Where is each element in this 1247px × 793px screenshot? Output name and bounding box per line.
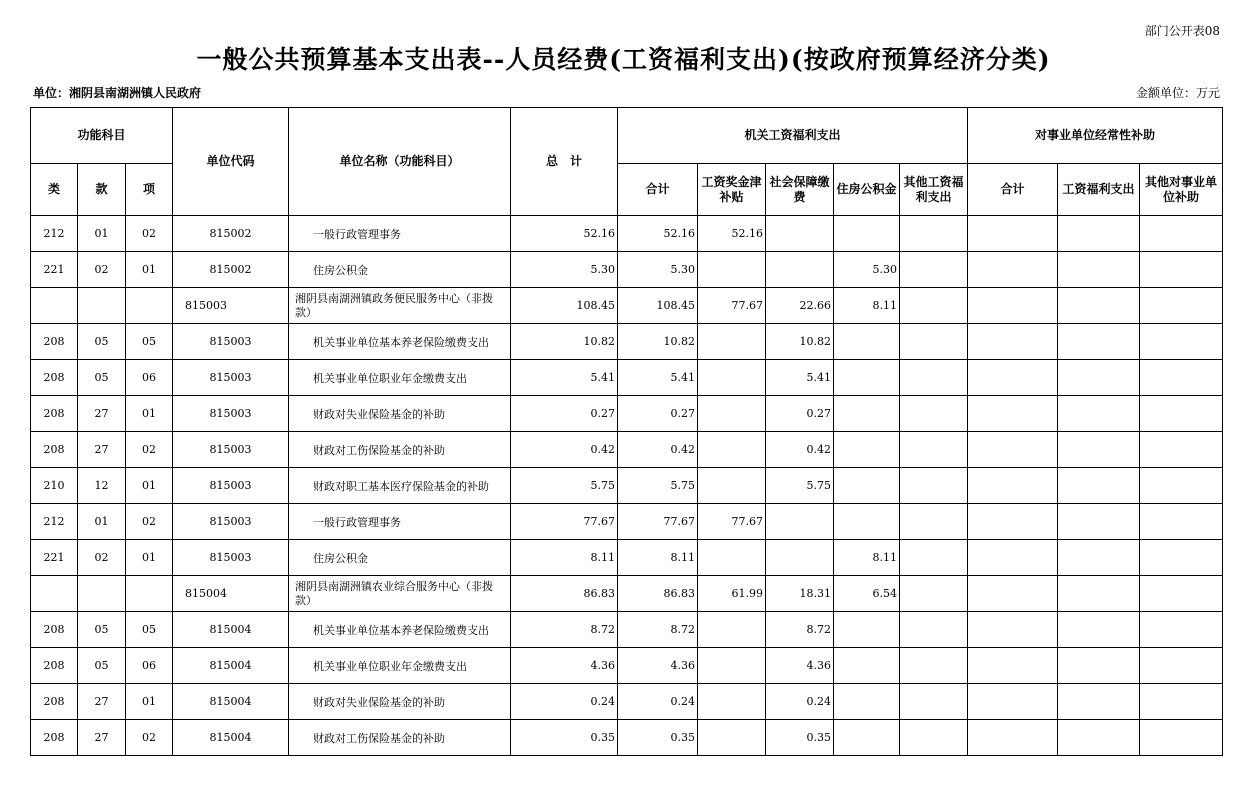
cell-wage <box>698 468 766 504</box>
cell-housing: 8.11 <box>834 540 900 576</box>
table-row <box>31 720 1223 756</box>
cell-total: 77.67 <box>511 504 618 540</box>
cell-shiye-sum <box>968 288 1058 324</box>
cell-xiang: 02 <box>126 504 173 540</box>
cell-shiye-other <box>1140 252 1223 288</box>
cell-lei: 208 <box>31 648 78 684</box>
cell-kuan: 05 <box>78 648 126 684</box>
cell-kuan: 01 <box>78 504 126 540</box>
amount-unit-label: 金额单位：万元 <box>1135 86 1220 100</box>
cell-unit-code: 815003 <box>173 360 289 396</box>
cell-total: 4.36 <box>511 648 618 684</box>
cell-xiang: 06 <box>126 648 173 684</box>
cell-social: 0.35 <box>766 720 834 756</box>
cell-social: 5.41 <box>766 360 834 396</box>
cell-shiye-other <box>1140 432 1223 468</box>
cell-kuan <box>78 576 126 612</box>
cell-jiguan-sum: 8.11 <box>618 540 698 576</box>
cell-lei: 208 <box>31 432 78 468</box>
cell-unit-name: 机关事业单位基本养老保险缴费支出 <box>289 324 511 360</box>
cell-wage <box>698 684 766 720</box>
cell-total: 52.16 <box>511 216 618 252</box>
cell-kuan: 27 <box>78 432 126 468</box>
cell-lei: 212 <box>31 216 78 252</box>
header-shiye-group: 对事业单位经常性补助 <box>968 108 1223 164</box>
cell-xiang: 01 <box>126 468 173 504</box>
cell-kuan: 05 <box>78 612 126 648</box>
cell-shiye-other <box>1140 288 1223 324</box>
cell-wage <box>698 720 766 756</box>
cell-total: 86.83 <box>511 576 618 612</box>
header-shiye-other: 其他对事业单位补助 <box>1140 164 1223 216</box>
cell-social: 4.36 <box>766 648 834 684</box>
header-other-wage: 其他工资福利支出 <box>900 164 968 216</box>
table-row <box>31 612 1223 648</box>
cell-other-wage <box>900 252 968 288</box>
cell-shiye-wage <box>1058 216 1140 252</box>
cell-shiye-wage <box>1058 648 1140 684</box>
cell-unit-code: 815003 <box>173 288 289 324</box>
cell-kuan: 01 <box>78 216 126 252</box>
cell-xiang: 06 <box>126 360 173 396</box>
cell-unit-code: 815004 <box>173 720 289 756</box>
table-row <box>31 360 1223 396</box>
header-kuan: 款 <box>78 164 126 216</box>
cell-xiang: 02 <box>126 216 173 252</box>
cell-lei: 208 <box>31 396 78 432</box>
cell-wage <box>698 252 766 288</box>
cell-kuan: 27 <box>78 720 126 756</box>
header-unit-code: 单位代码 <box>173 108 289 216</box>
cell-shiye-other <box>1140 540 1223 576</box>
cell-wage <box>698 540 766 576</box>
cell-jiguan-sum: 10.82 <box>618 324 698 360</box>
cell-jiguan-sum: 0.42 <box>618 432 698 468</box>
cell-shiye-sum <box>968 720 1058 756</box>
cell-shiye-sum <box>968 612 1058 648</box>
cell-unit-code: 815002 <box>173 252 289 288</box>
cell-lei: 208 <box>31 612 78 648</box>
table-row <box>31 468 1223 504</box>
cell-shiye-wage <box>1058 396 1140 432</box>
cell-wage <box>698 324 766 360</box>
cell-unit-code: 815003 <box>173 432 289 468</box>
cell-wage: 77.67 <box>698 504 766 540</box>
cell-unit-name: 机关事业单位职业年金缴费支出 <box>289 648 511 684</box>
cell-housing <box>834 648 900 684</box>
header-social: 社会保障缴费 <box>766 164 834 216</box>
cell-jiguan-sum: 0.24 <box>618 684 698 720</box>
cell-other-wage <box>900 468 968 504</box>
cell-shiye-other <box>1140 360 1223 396</box>
cell-unit-name: 机关事业单位职业年金缴费支出 <box>289 360 511 396</box>
cell-unit-code: 815004 <box>173 684 289 720</box>
cell-unit-name: 一般行政管理事务 <box>289 504 511 540</box>
table-row <box>31 288 1223 324</box>
table-row <box>31 648 1223 684</box>
unit-label: 单位：湘阴县南湖洲镇人民政府 <box>33 86 202 100</box>
cell-shiye-sum <box>968 360 1058 396</box>
cell-shiye-sum <box>968 648 1058 684</box>
table-row <box>31 540 1223 576</box>
cell-housing <box>834 324 900 360</box>
document-code: 部门公开表08 <box>1144 24 1220 38</box>
cell-other-wage <box>900 540 968 576</box>
cell-xiang: 01 <box>126 252 173 288</box>
cell-shiye-sum <box>968 216 1058 252</box>
cell-kuan: 02 <box>78 252 126 288</box>
cell-unit-name: 一般行政管理事务 <box>289 216 511 252</box>
cell-shiye-sum <box>968 432 1058 468</box>
cell-shiye-other <box>1140 684 1223 720</box>
cell-shiye-sum <box>968 324 1058 360</box>
cell-unit-name: 住房公积金 <box>289 252 511 288</box>
cell-shiye-wage <box>1058 432 1140 468</box>
cell-jiguan-sum: 0.27 <box>618 396 698 432</box>
cell-wage <box>698 396 766 432</box>
cell-jiguan-sum: 0.35 <box>618 720 698 756</box>
cell-housing <box>834 684 900 720</box>
cell-shiye-wage <box>1058 324 1140 360</box>
cell-wage: 77.67 <box>698 288 766 324</box>
cell-shiye-wage <box>1058 504 1140 540</box>
cell-other-wage <box>900 684 968 720</box>
cell-kuan: 05 <box>78 360 126 396</box>
cell-kuan: 12 <box>78 468 126 504</box>
cell-shiye-sum <box>968 684 1058 720</box>
cell-unit-name: 财政对失业保险基金的补助 <box>289 396 511 432</box>
cell-other-wage <box>900 396 968 432</box>
cell-total: 0.24 <box>511 684 618 720</box>
cell-lei: 208 <box>31 684 78 720</box>
cell-wage <box>698 360 766 396</box>
cell-shiye-sum <box>968 468 1058 504</box>
header-xiang: 项 <box>126 164 173 216</box>
cell-total: 10.82 <box>511 324 618 360</box>
cell-shiye-other <box>1140 576 1223 612</box>
cell-social <box>766 252 834 288</box>
cell-unit-name: 住房公积金 <box>289 540 511 576</box>
cell-social: 0.24 <box>766 684 834 720</box>
cell-jiguan-sum: 8.72 <box>618 612 698 648</box>
expenditure-table <box>30 107 1223 756</box>
cell-shiye-other <box>1140 504 1223 540</box>
cell-jiguan-sum: 108.45 <box>618 288 698 324</box>
cell-housing <box>834 504 900 540</box>
cell-shiye-wage <box>1058 720 1140 756</box>
cell-unit-code: 815003 <box>173 324 289 360</box>
cell-shiye-wage <box>1058 540 1140 576</box>
header-wage: 工资奖金津补贴 <box>698 164 766 216</box>
cell-shiye-other <box>1140 720 1223 756</box>
cell-kuan: 02 <box>78 540 126 576</box>
cell-unit-code: 815003 <box>173 504 289 540</box>
cell-social <box>766 540 834 576</box>
cell-social: 18.31 <box>766 576 834 612</box>
cell-lei: 221 <box>31 540 78 576</box>
cell-shiye-sum <box>968 252 1058 288</box>
cell-unit-code: 815004 <box>173 576 289 612</box>
cell-unit-code: 815003 <box>173 540 289 576</box>
cell-jiguan-sum: 52.16 <box>618 216 698 252</box>
cell-other-wage <box>900 612 968 648</box>
cell-xiang: 01 <box>126 684 173 720</box>
cell-other-wage <box>900 576 968 612</box>
cell-other-wage <box>900 216 968 252</box>
cell-jiguan-sum: 5.75 <box>618 468 698 504</box>
cell-wage <box>698 432 766 468</box>
cell-xiang: 02 <box>126 720 173 756</box>
cell-housing <box>834 432 900 468</box>
cell-jiguan-sum: 77.67 <box>618 504 698 540</box>
cell-total: 108.45 <box>511 288 618 324</box>
cell-shiye-other <box>1140 612 1223 648</box>
cell-xiang: 05 <box>126 324 173 360</box>
cell-housing <box>834 360 900 396</box>
table-row <box>31 396 1223 432</box>
cell-housing: 6.54 <box>834 576 900 612</box>
cell-social <box>766 216 834 252</box>
table-row <box>31 252 1223 288</box>
cell-xiang <box>126 576 173 612</box>
cell-lei: 212 <box>31 504 78 540</box>
cell-housing <box>834 216 900 252</box>
cell-jiguan-sum: 4.36 <box>618 648 698 684</box>
header-jiguan-sum: 合计 <box>618 164 698 216</box>
table-row <box>31 324 1223 360</box>
cell-shiye-sum <box>968 576 1058 612</box>
cell-lei: 221 <box>31 252 78 288</box>
cell-unit-name: 财政对工伤保险基金的补助 <box>289 432 511 468</box>
cell-xiang: 01 <box>126 540 173 576</box>
cell-total: 8.72 <box>511 612 618 648</box>
cell-shiye-wage <box>1058 684 1140 720</box>
cell-social: 10.82 <box>766 324 834 360</box>
cell-shiye-other <box>1140 324 1223 360</box>
table-body <box>31 216 1223 756</box>
cell-unit-code: 815004 <box>173 612 289 648</box>
table-row <box>31 504 1223 540</box>
cell-total: 0.27 <box>511 396 618 432</box>
cell-xiang <box>126 288 173 324</box>
cell-lei: 210 <box>31 468 78 504</box>
cell-housing <box>834 720 900 756</box>
cell-social: 22.66 <box>766 288 834 324</box>
header-lei: 类 <box>31 164 78 216</box>
header-total: 总 计 <box>511 108 618 216</box>
cell-wage <box>698 648 766 684</box>
cell-unit-code: 815002 <box>173 216 289 252</box>
cell-total: 8.11 <box>511 540 618 576</box>
header-shiye-sum: 合计 <box>968 164 1058 216</box>
cell-social: 5.75 <box>766 468 834 504</box>
table-row <box>31 576 1223 612</box>
cell-housing <box>834 396 900 432</box>
cell-other-wage <box>900 288 968 324</box>
cell-housing <box>834 612 900 648</box>
cell-housing: 8.11 <box>834 288 900 324</box>
table-row <box>31 432 1223 468</box>
cell-shiye-wage <box>1058 288 1140 324</box>
cell-shiye-wage <box>1058 612 1140 648</box>
header-jiguan-group: 机关工资福利支出 <box>618 108 968 164</box>
cell-unit-name: 机关事业单位基本养老保险缴费支出 <box>289 612 511 648</box>
cell-shiye-wage <box>1058 360 1140 396</box>
cell-shiye-sum <box>968 504 1058 540</box>
table-row <box>31 216 1223 252</box>
cell-unit-name: 财政对职工基本医疗保险基金的补助 <box>289 468 511 504</box>
cell-unit-code: 815003 <box>173 396 289 432</box>
cell-xiang: 02 <box>126 432 173 468</box>
cell-shiye-other <box>1140 396 1223 432</box>
cell-other-wage <box>900 324 968 360</box>
cell-lei: 208 <box>31 720 78 756</box>
cell-unit-code: 815003 <box>173 468 289 504</box>
cell-unit-name: 财政对失业保险基金的补助 <box>289 684 511 720</box>
cell-unit-code: 815004 <box>173 648 289 684</box>
cell-total: 5.75 <box>511 468 618 504</box>
cell-total: 0.42 <box>511 432 618 468</box>
cell-wage <box>698 612 766 648</box>
cell-social: 0.42 <box>766 432 834 468</box>
cell-kuan: 05 <box>78 324 126 360</box>
header-shiye-wage: 工资福利支出 <box>1058 164 1140 216</box>
cell-kuan: 27 <box>78 684 126 720</box>
cell-shiye-other <box>1140 468 1223 504</box>
cell-lei <box>31 576 78 612</box>
cell-social: 8.72 <box>766 612 834 648</box>
cell-jiguan-sum: 5.41 <box>618 360 698 396</box>
cell-shiye-other <box>1140 648 1223 684</box>
page-title: 一般公共预算基本支出表--人员经费(工资福利支出)(按政府预算经济分类) <box>196 45 1051 74</box>
cell-lei <box>31 288 78 324</box>
cell-unit-name: 湘阴县南湖洲镇农业综合服务中心（非拨款） <box>289 576 511 612</box>
cell-unit-name: 湘阴县南湖洲镇政务便民服务中心（非拨款） <box>289 288 511 324</box>
cell-kuan <box>78 288 126 324</box>
cell-total: 5.41 <box>511 360 618 396</box>
cell-lei: 208 <box>31 324 78 360</box>
header-func-subject: 功能科目 <box>31 108 173 164</box>
table-row <box>31 684 1223 720</box>
cell-other-wage <box>900 648 968 684</box>
cell-shiye-other <box>1140 216 1223 252</box>
cell-other-wage <box>900 432 968 468</box>
cell-xiang: 01 <box>126 396 173 432</box>
cell-shiye-sum <box>968 540 1058 576</box>
cell-jiguan-sum: 86.83 <box>618 576 698 612</box>
cell-housing: 5.30 <box>834 252 900 288</box>
cell-shiye-wage <box>1058 252 1140 288</box>
cell-other-wage <box>900 504 968 540</box>
cell-social: 0.27 <box>766 396 834 432</box>
cell-jiguan-sum: 5.30 <box>618 252 698 288</box>
cell-total: 0.35 <box>511 720 618 756</box>
cell-wage: 61.99 <box>698 576 766 612</box>
cell-wage: 52.16 <box>698 216 766 252</box>
cell-lei: 208 <box>31 360 78 396</box>
cell-other-wage <box>900 360 968 396</box>
cell-shiye-wage <box>1058 468 1140 504</box>
cell-other-wage <box>900 720 968 756</box>
cell-kuan: 27 <box>78 396 126 432</box>
header-unit-name: 单位名称（功能科目） <box>289 108 511 216</box>
cell-shiye-wage <box>1058 576 1140 612</box>
header-housing: 住房公积金 <box>834 164 900 216</box>
cell-social <box>766 504 834 540</box>
cell-shiye-sum <box>968 396 1058 432</box>
cell-housing <box>834 468 900 504</box>
cell-xiang: 05 <box>126 612 173 648</box>
cell-unit-name: 财政对工伤保险基金的补助 <box>289 720 511 756</box>
cell-total: 5.30 <box>511 252 618 288</box>
